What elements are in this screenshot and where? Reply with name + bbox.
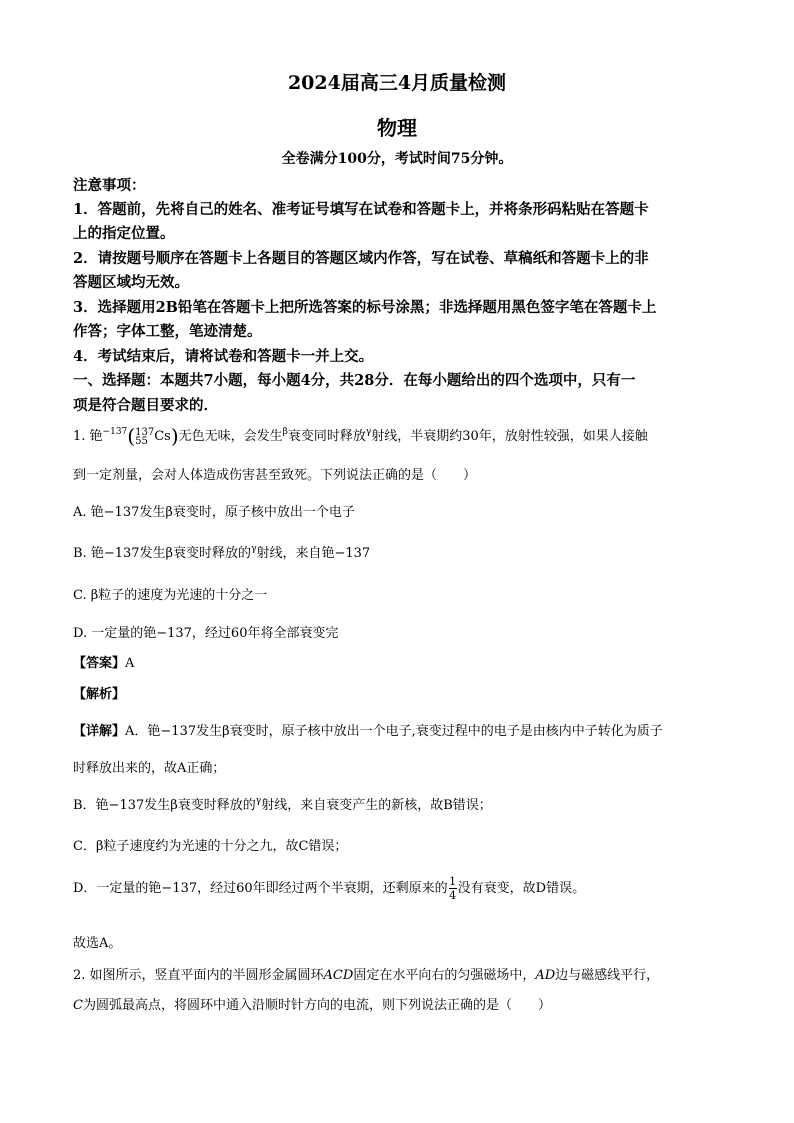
explain-text: A．铯−137发生 — [125, 724, 223, 739]
notice-line-3a: 3．选择题用2B铅笔在答题卡上把所选答案的标号涂黑；非选择题用黑色签字笔在答题卡上 — [73, 299, 657, 316]
explain-text: 粒子速度约为光速的十分之九，故C错误； — [103, 839, 348, 854]
q1-stem-text: 衰变同时释放 — [287, 429, 366, 444]
q1-stem-line-b: 到一定剂量，会对人体造成伤害甚至致死。下列说法正确的是（ ） — [73, 468, 477, 483]
q1-explain-d — [73, 876, 585, 901]
option-text: C. — [73, 588, 91, 603]
exam-title: 2024届高三4月质量检测 — [287, 72, 507, 94]
detail-label: 【详解】 — [73, 724, 126, 739]
explain-text: C． — [73, 839, 96, 854]
section-1-line-a: 一、选择题：本题共7小题，每小题4分，共28分．在每小题给出的四个选项中，只有一 — [73, 372, 636, 389]
notice-line-2a: 2．请按题号顺序在答题卡上各题目的答题区域内作答，写在试卷、草稿纸和答题卡上的非 — [73, 250, 649, 267]
q2-stem-line-b — [73, 994, 551, 1013]
gamma-symbol: γ — [251, 544, 257, 554]
option-text: 粒子的速度为光速的十分之一 — [98, 588, 268, 603]
answer-label: 【答案】 — [73, 656, 126, 671]
q1-explain-b — [73, 794, 492, 813]
gamma-symbol: γ — [255, 796, 262, 806]
q1-explain-a-cont: 时释放出来的，故A正确； — [73, 761, 226, 776]
q2-text: 为圆弧最高点，将圆环中通入沿顺时针方向的电流，则下列说法正确的是（ ） — [82, 998, 551, 1013]
cs-isotope-label: −137 — [102, 427, 128, 437]
beta-symbol: β — [90, 588, 99, 603]
explain-text: 射线，来自衰变产生的新核，故B错误； — [261, 798, 492, 813]
option-text: A. 铯−137发生 — [73, 505, 166, 520]
option-text: B. 铯−137发生 — [73, 546, 166, 561]
q1-conclusion: 故选A。 — [73, 936, 122, 951]
option-text: 衰变时释放的 — [173, 546, 252, 561]
explain-text: 衰变时，原子核中放出一个电子,衰变过程中的电子是由核内中子转化为质子 — [229, 724, 663, 739]
option-text: 射线，来自铯−137 — [256, 546, 371, 561]
subject-title: 物理 — [377, 116, 417, 140]
open-paren: ( — [127, 424, 136, 448]
notice-line-2b: 答题区域均无效。 — [73, 274, 189, 291]
fraction-denominator: 4 — [449, 889, 457, 902]
beta-symbol: β — [222, 724, 230, 739]
q1-explain-c — [73, 835, 347, 854]
ring-label-acd: ACD — [323, 968, 354, 983]
beta-symbol: β — [165, 546, 174, 561]
notice-line-1b: 上的指定位置。 — [73, 225, 175, 242]
section-1-line-b: 项是符合题目要求的． — [73, 397, 218, 414]
q2-text: 边与磁感线平行， — [555, 968, 660, 983]
nuclide-symbol: Cs — [154, 429, 171, 444]
q1-stem-text: 射线，半衰期约30年，放射性较强，如果人接触 — [371, 429, 648, 444]
notice-line-1a: 1．答题前，先将自己的姓名、准考证号填写在试卷和答题卡上，并将条形码粘贴在答题卡 — [73, 201, 649, 218]
option-text: 衰变时，原子核中放出一个电子 — [172, 505, 355, 520]
fraction-numerator: 1 — [449, 875, 457, 888]
nuclide-atomic-number: 55 — [135, 435, 148, 447]
q1-option-b — [73, 542, 370, 561]
beta-symbol: β — [95, 839, 104, 854]
nuclide-mass-number: 137 — [135, 426, 155, 438]
beta-symbol: β — [170, 798, 178, 813]
nuclide-notation — [135, 428, 154, 446]
exam-info: 全卷满分100分，考试时间75分钟。 — [281, 151, 513, 167]
q1-analysis-label: 【解析】 — [73, 687, 126, 702]
notice-line-3b: 作答；字体工整，笔迹清楚。 — [73, 323, 262, 340]
q1-option-a — [73, 501, 355, 520]
explain-text: 没有衰变，故D错误。 — [457, 881, 586, 896]
q1-stem-line-a — [73, 424, 648, 448]
beta-symbol: β — [165, 505, 173, 520]
explain-text: D．一定量的铯−137，经过60年即经过两个半衰期，还剩原来的 — [73, 881, 448, 896]
explain-text: 衰变时释放的 — [177, 798, 256, 813]
q1-stem-text: 1. 铯 — [73, 429, 103, 444]
q2-stem-line-a — [73, 964, 659, 983]
q2-text: 2. 如图所示，竖直平面内的半圆形金属圆环 — [73, 968, 324, 983]
gamma-symbol: γ — [365, 427, 372, 437]
explain-text: B．铯−137发生 — [73, 798, 171, 813]
q1-option-c — [73, 584, 267, 603]
q1-stem-text: 无色无味，会发生 — [178, 429, 283, 444]
notice-heading: 注意事项： — [73, 177, 146, 194]
q2-text: 固定在水平向右的匀强磁场中， — [353, 968, 536, 983]
q1-answer — [73, 652, 134, 671]
answer-value: A — [125, 656, 135, 671]
edge-label-ad: AD — [535, 968, 556, 983]
one-quarter-fraction — [449, 876, 457, 901]
q1-option-d: D. 一定量的铯−137，经过60年将全部衰变完 — [73, 626, 339, 641]
q1-explain-a — [73, 720, 663, 739]
notice-line-4: 4．考试结束后，请将试卷和答题卡一并上交。 — [73, 348, 374, 365]
close-paren: ) — [170, 424, 179, 448]
point-label-c: C — [73, 998, 83, 1013]
beta-symbol: β — [282, 427, 288, 437]
